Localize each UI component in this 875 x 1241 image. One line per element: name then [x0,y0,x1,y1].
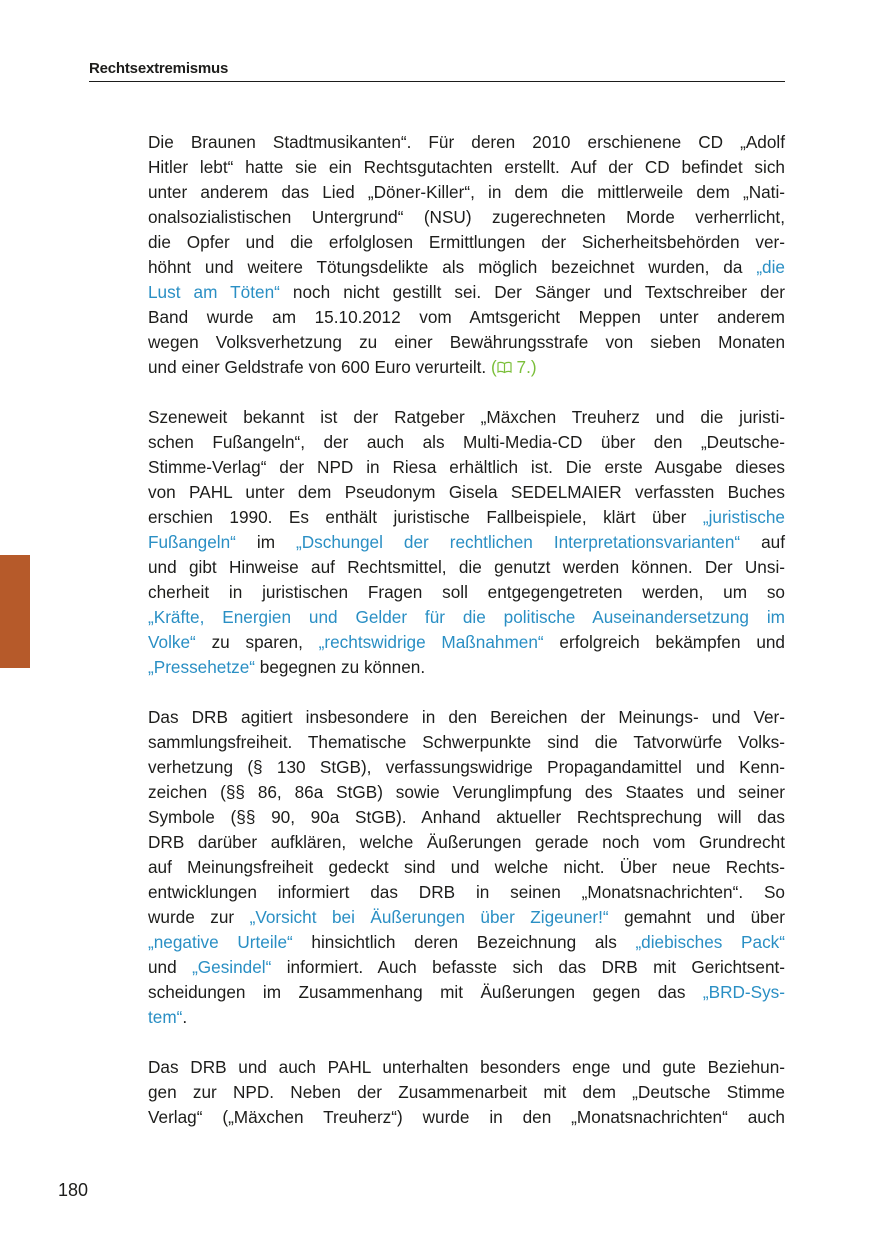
quote-link: Volke“ [148,632,196,652]
text-span: . [182,1007,188,1027]
text-span: informiert. Auch befasste sich das DRB mit Gerichtsent- [271,957,786,977]
text-line: und gibt Hinweise auf Rechtsmittel, die genutzt werden können. Der Unsi- [148,557,785,577]
text-span: gemahnt und über [608,907,785,927]
paragraph-gap [148,1030,785,1055]
paragraph-4 [148,1055,785,1130]
ref-number: 7.) [511,357,537,377]
quote-link: „BRD-Sys- [702,982,785,1002]
paragraph-gap [148,380,785,405]
quote-link: „Pressehetze“ [148,657,255,677]
text-span: hinsichtlich deren Bezeichnung als [292,932,636,952]
body-text [148,130,785,1130]
text-line: Symbole (§§ 90, 90a StGB). Anhand aktueller Rechtsprechung will das [148,807,785,827]
quote-link: tem“ [148,1007,183,1027]
text-span: begegnen zu können. [255,657,426,677]
text-line: schen Fußangeln“, der auch als Multi-Media-CD über den „Deutsche- [148,432,785,452]
quote-link: „juristische [702,507,785,527]
page-number: 180 [58,1180,89,1200]
quote-link: „die [756,257,785,277]
quote-link: „diebisches Pack“ [635,932,785,952]
text-line [148,905,785,930]
text-line: die Opfer und die erfolglosen Ermittlungen der Sicherheitsbehörden ver- [148,232,785,252]
text-span: zu sparen, [195,632,319,652]
text-line: Szeneweit bekannt ist der Ratgeber „Mäxchen Treuherz und die juristi- [148,407,785,427]
book-icon [497,361,512,374]
text-line: Die Braunen Stadtmusikanten“. Für deren 2010 erschienene CD „Adolf [148,132,785,152]
quote-link: „rechtswidrige Maßnahmen“ [318,632,544,652]
text-line: unter anderem das Lied „Döner-Killer“, in dem die mittlerweile dem „Nati- [148,182,785,202]
text-line [148,655,785,680]
text-line [148,355,785,380]
text-line [148,605,785,630]
text-line: Das DRB agitiert insbesondere in den Bereichen der Meinungs- und Ver- [148,707,785,727]
text-span: höhnt und weitere Tötungsdelikte als möglich bezeichnet wurden, da [148,257,757,277]
text-line: Hitler lebt“ hatte sie ein Rechtsgutachten erstellt. Auf der CD befindet sich [148,157,785,177]
text-line: Verlag“ („Mäxchen Treuherz“) wurde in den „Monatsnachrichten“ auch [148,1107,785,1127]
ref-open: ( [491,357,497,377]
paragraph-2 [148,405,785,680]
text-span: im [235,532,296,552]
text-line [148,255,785,280]
text-line [148,630,785,655]
quote-link: „Vorsicht bei Äußerungen über Zigeuner!“ [249,907,609,927]
text-line: Das DRB und auch PAHL unterhalten besonders enge und gute Beziehun- [148,1057,785,1077]
text-line [148,530,785,555]
text-line: Stimme-Verlag“ der NPD in Riesa erhältlich ist. Die erste Ausgabe dieses [148,457,785,477]
text-line [148,955,785,980]
cross-reference[interactable] [491,357,537,377]
paragraph-gap [148,680,785,705]
text-span: erfolgreich bekämpfen und [543,632,785,652]
text-span: erschien 1990. Es enthält juristische Fallbeispiele, klärt über [148,507,703,527]
quote-link: „Dschungel der rechtlichen Interpretationsvarianten“ [296,532,741,552]
text-line [148,930,785,955]
text-line: gen zur NPD. Neben der Zusammenarbeit mit dem „Deutsche Stimme [148,1082,785,1102]
text-line: cherheit in juristischen Fragen soll entgegengetreten werden, um so [148,582,785,602]
text-span: und einer Geldstrafe von 600 Euro verurteilt. [148,357,491,377]
text-line: verhetzung (§ 130 StGB), verfassungswidrige Propagandamittel und Kenn- [148,757,785,777]
text-line: wegen Volksverhetzung zu einer Bewährungsstrafe von sieben Monaten [148,332,785,352]
text-span: scheidungen im Zusammenhang mit Äußerungen gegen das [148,982,703,1002]
text-span: noch nicht gestillt sei. Der Sänger und Textschreiber der [279,282,785,302]
quote-link: „Gesindel“ [192,957,272,977]
text-line: zeichen (§§ 86, 86a StGB) sowie Verunglimpfung des Staates und seiner [148,782,785,802]
text-line [148,1005,785,1030]
header-rule [89,81,785,82]
text-line [148,505,785,530]
text-span: auf [740,532,785,552]
paragraph-3 [148,705,785,1030]
quote-link: Fußangeln“ [148,532,236,552]
paragraph-1 [148,130,785,380]
text-line [148,980,785,1005]
text-line: von PAHL unter dem Pseudonym Gisela SEDELMAIER verfassten Buches [148,482,785,502]
chapter-side-tab [0,555,30,668]
text-line: entwicklungen informiert das DRB in seinen „Monatsnachrichten“. So [148,882,785,902]
text-line [148,280,785,305]
text-line: DRB darüber aufklären, welche Äußerungen gerade noch vom Grundrecht [148,832,785,852]
text-line: Band wurde am 15.10.2012 vom Amtsgericht Meppen unter anderem [148,307,785,327]
text-line: auf Meinungsfreiheit gedeckt sind und welche nicht. Über neue Rechts- [148,857,785,877]
text-span: wurde zur [148,907,250,927]
quote-link: „Kräfte, Energien und Gelder für die politische Auseinandersetzung im [148,607,785,627]
text-line: sammlungsfreiheit. Thematische Schwerpunkte sind die Tatvorwürfe Volks- [148,732,785,752]
quote-link: „negative Urteile“ [148,932,293,952]
running-head-title: Rechtsextremismus [89,60,229,77]
text-line: onalsozialistischen Untergrund“ (NSU) zugerechneten Morde verherrlicht, [148,207,785,227]
quote-link: Lust am Töten“ [148,282,280,302]
text-span: und [148,957,193,977]
